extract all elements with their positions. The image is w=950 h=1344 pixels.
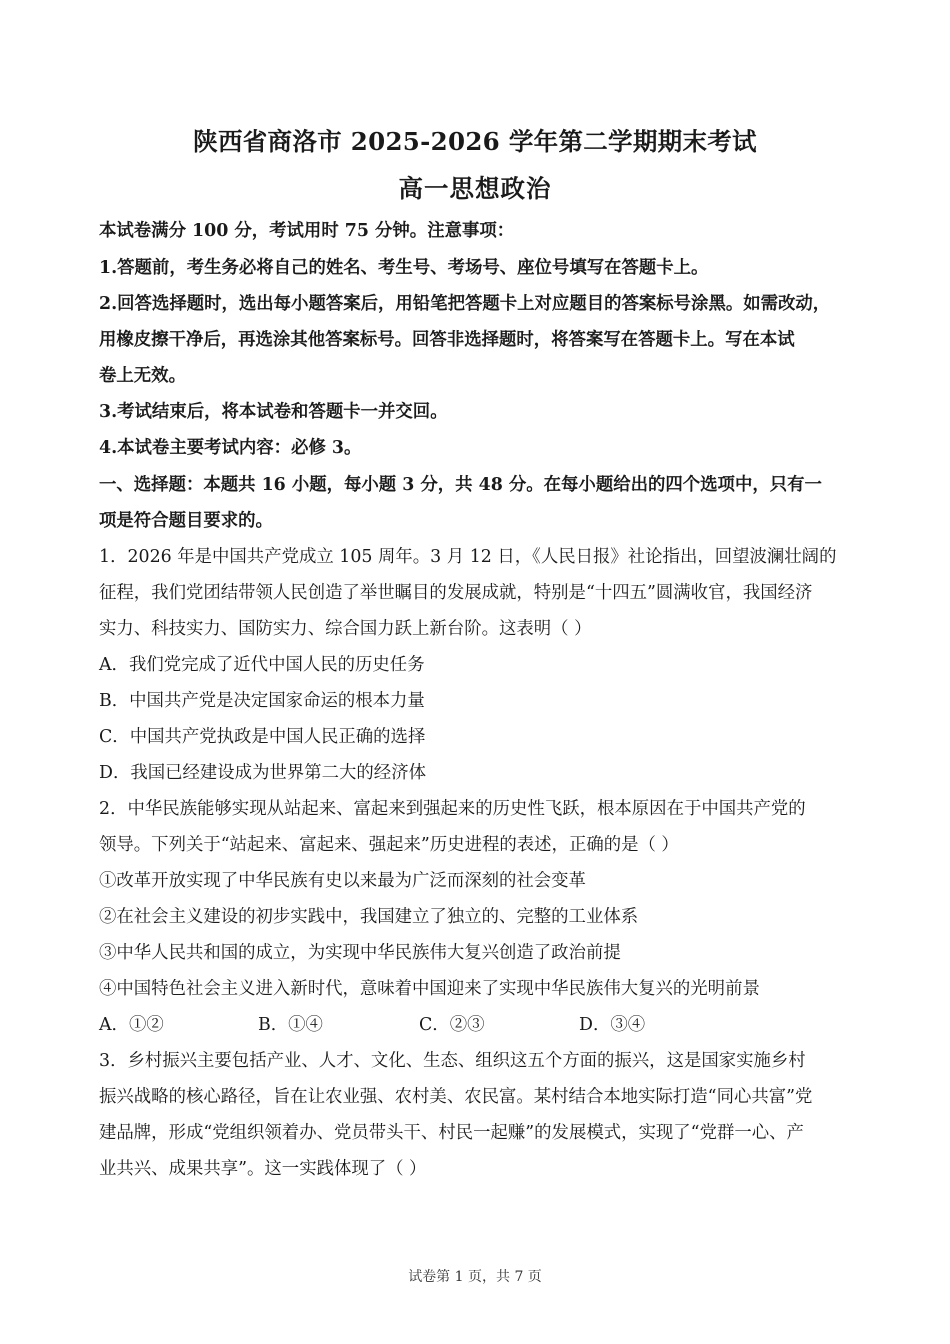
q3-stem-line-4: 业共兴、成果共享”。这一实践体现了（ ） <box>99 1159 427 1179</box>
notice-item-2-line-1: 2.回答选择题时，选出每小题答案后，用铅笔把答题卡上对应题目的答案标号涂黑。如需改动， <box>99 294 831 314</box>
q3-stem-line-1: 3．乡村振兴主要包括产业、人才、文化、生态、组织这五个方面的振兴，这是国家实施乡村 <box>99 1051 806 1071</box>
q2-option-b: B．①④ <box>258 1015 323 1035</box>
q2-stem-line-1: 2．中华民族能够实现从站起来、富起来到强起来的历史性飞跃，根本原因在于中国共产党的 <box>99 799 806 819</box>
exam-title: 陕西省商洛市 2025-2026 学年第二学期期末考试 <box>193 127 757 156</box>
q1-stem-line-2: 征程，我们党团结带领人民创造了举世瞩目的发展成就，特别是“十四五”圆满收官，我国经济 <box>99 583 813 603</box>
page-footer: 试卷第 1 页，共 7 页 <box>408 1269 542 1285</box>
section-heading-line-2: 项是符合题目要求的。 <box>99 511 273 531</box>
notice-item-2-line-2: 用橡皮擦干净后，再选涂其他答案标号。回答非选择题时，将答案写在答题卡上。写在本试 <box>99 330 795 350</box>
q1-stem-line-1: 1．2026 年是中国共产党成立 105 周年。3 月 12 日，《人民日报》社论指出，回望波澜壮阔的 <box>99 547 837 567</box>
q1-option-d: D．我国已经建设成为世界第二大的经济体 <box>99 763 426 783</box>
q2-statement-1: ①改革开放实现了中华民族有史以来最为广泛而深刻的社会变革 <box>99 871 586 891</box>
q1-stem-line-3: 实力、科技实力、国防实力、综合国力跃上新台阶。这表明（ ） <box>99 619 592 639</box>
q2-statement-3: ③中华人民共和国的成立，为实现中华民族伟大复兴创造了政治前提 <box>99 943 621 963</box>
q3-stem-line-3: 建品牌，形成“党组织领着办、党员带头干、村民一起赚”的发展模式，实现了“党群一心、产 <box>99 1123 804 1143</box>
q2-option-c: C．②③ <box>419 1015 485 1035</box>
notice-intro: 本试卷满分 100 分，考试用时 75 分钟。注意事项： <box>99 221 515 241</box>
notice-item-1: 1.答题前，考生务必将自己的姓名、考生号、考场号、座位号填写在答题卡上。 <box>99 258 709 278</box>
q3-stem-line-2: 振兴战略的核心路径，旨在让农业强、农村美、农民富。某村结合本地实际打造“同心共富”党 <box>99 1087 813 1107</box>
exam-subject: 高一思想政治 <box>398 174 552 203</box>
q1-option-a: A．我们党完成了近代中国人民的历史任务 <box>99 655 425 675</box>
notice-item-2-line-3: 卷上无效。 <box>99 366 186 386</box>
q1-option-c: C．中国共产党执政是中国人民正确的选择 <box>99 727 426 747</box>
notice-item-4: 4.本试卷主要考试内容：必修 3。 <box>99 438 362 458</box>
q2-option-a: A．①② <box>99 1015 164 1035</box>
q2-option-d: D．③④ <box>579 1015 646 1035</box>
q2-statement-2: ②在社会主义建设的初步实践中，我国建立了独立的、完整的工业体系 <box>99 907 639 927</box>
notice-item-3: 3.考试结束后，将本试卷和答题卡一并交回。 <box>99 402 448 422</box>
q1-option-b: B．中国共产党是决定国家命运的根本力量 <box>99 691 425 711</box>
section-heading-line-1: 一、选择题：本题共 16 小题，每小题 3 分，共 48 分。在每小题给出的四个选项中，只有一 <box>99 475 822 495</box>
q2-statement-4: ④中国特色社会主义进入新时代，意味着中国迎来了实现中华民族伟大复兴的光明前景 <box>99 979 760 999</box>
q2-stem-line-2: 领导。下列关于“站起来、富起来、强起来”历史进程的表述，正确的是（ ） <box>99 835 679 855</box>
